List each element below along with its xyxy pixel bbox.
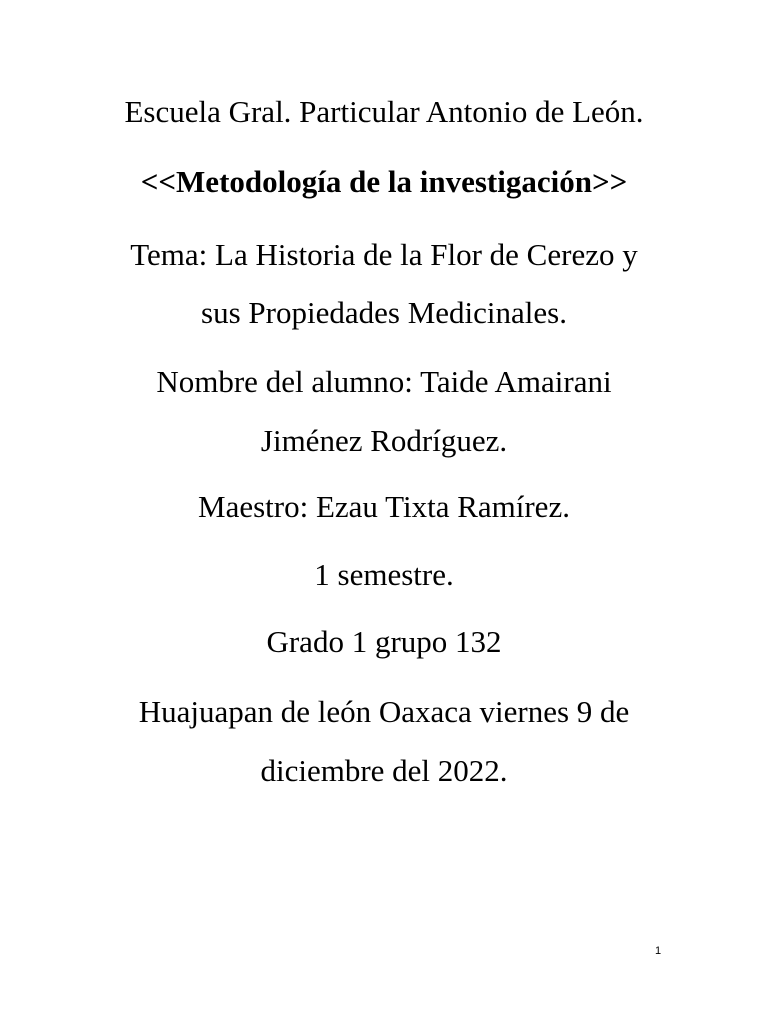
topic-line-2: sus Propiedades Medicinales. bbox=[201, 295, 567, 330]
subject-title: <<Metodología de la investigación>> bbox=[140, 164, 628, 199]
student-name-line-1: Nombre del alumno: Taide Amairani bbox=[156, 364, 612, 399]
topic-line-1: Tema: La Historia de la Flor de Cerezo y bbox=[130, 237, 638, 272]
page-number: 1 bbox=[654, 945, 662, 957]
school-name: Escuela Gral. Particular Antonio de León. bbox=[124, 94, 644, 129]
student-name-line-2: Jiménez Rodríguez. bbox=[260, 423, 508, 458]
teacher-name: Maestro: Ezau Tixta Ramírez. bbox=[198, 489, 570, 524]
semester: 1 semestre. bbox=[314, 557, 454, 592]
place-date-line-1: Huajuapan de león Oaxaca viernes 9 de bbox=[138, 694, 630, 729]
place-date-line-2: diciembre del 2022. bbox=[260, 753, 508, 788]
grade-group: Grado 1 grupo 132 bbox=[266, 624, 502, 659]
